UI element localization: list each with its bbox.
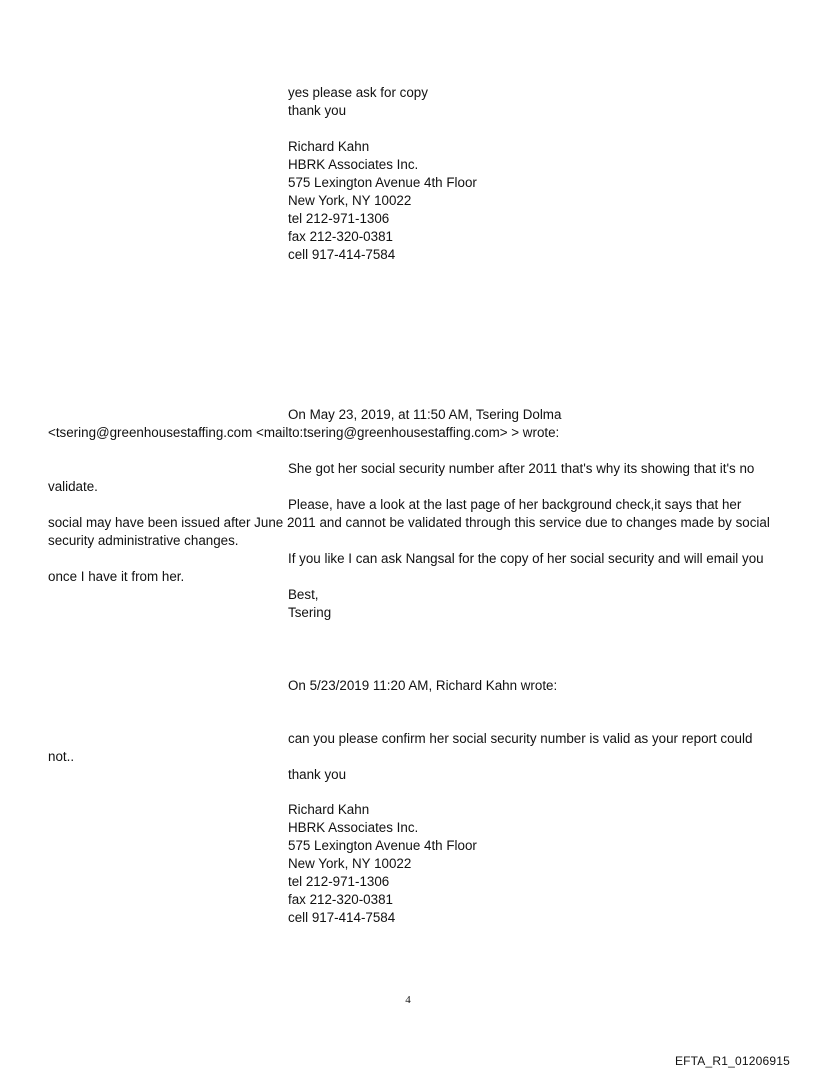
quote-sender: Tsering [288,605,332,620]
signature-cell: cell 917-414-7584 [288,910,396,925]
signature-city: New York, NY 10022 [288,856,412,871]
signature-cell: cell 917-414-7584 [288,247,396,262]
quote-header: On May 23, 2019, at 11:50 AM, Tsering Dolma [288,407,562,422]
quote-paragraph: She got her social security number after 2011 that's why its showing that it's no [288,461,755,476]
reply-line: thank you [288,103,347,118]
signature-city: New York, NY 10022 [288,193,412,208]
signature-fax: fax 212-320-0381 [288,892,393,907]
signature-name: Richard Kahn [288,139,370,154]
quote-paragraph: security administrative changes. [48,533,239,548]
signature-fax: fax 212-320-0381 [288,229,393,244]
page-number: 4 [405,994,411,1006]
signature-name: Richard Kahn [288,802,370,817]
quote-header-email: <tsering@greenhousestaffing.com <mailto:tsering@greenhousestaffing.com> > wrote: [48,425,560,440]
signature-tel: tel 212-971-1306 [288,874,390,889]
quote-paragraph: Please, have a look at the last page of her background check,it says that her [288,497,742,512]
signature-company: HBRK Associates Inc. [288,157,419,172]
signature-address: 575 Lexington Avenue 4th Floor [288,175,477,190]
quote-paragraph: social may have been issued after June 2011 and cannot be validated through this service due to changes made by social [48,515,770,530]
signature-company: HBRK Associates Inc. [288,820,419,835]
quote-paragraph: once I have it from her. [48,569,185,584]
signature-tel: tel 212-971-1306 [288,211,390,226]
bates-number: EFTA_R1_01206915 [674,1054,790,1068]
quote-paragraph: validate. [48,479,98,494]
quote-closing: Best, [288,587,319,602]
quote-paragraph: If you like I can ask Nangsal for the copy of her social security and will email you [288,551,764,566]
quote-thanks: thank you [288,767,347,782]
quote-header: On 5/23/2019 11:20 AM, Richard Kahn wrote: [288,678,558,693]
quote-paragraph: can you please confirm her social security number is valid as your report could [288,731,753,746]
reply-line: yes please ask for copy [288,85,428,100]
signature-address: 575 Lexington Avenue 4th Floor [288,838,477,853]
quote-paragraph: not.. [48,749,75,764]
